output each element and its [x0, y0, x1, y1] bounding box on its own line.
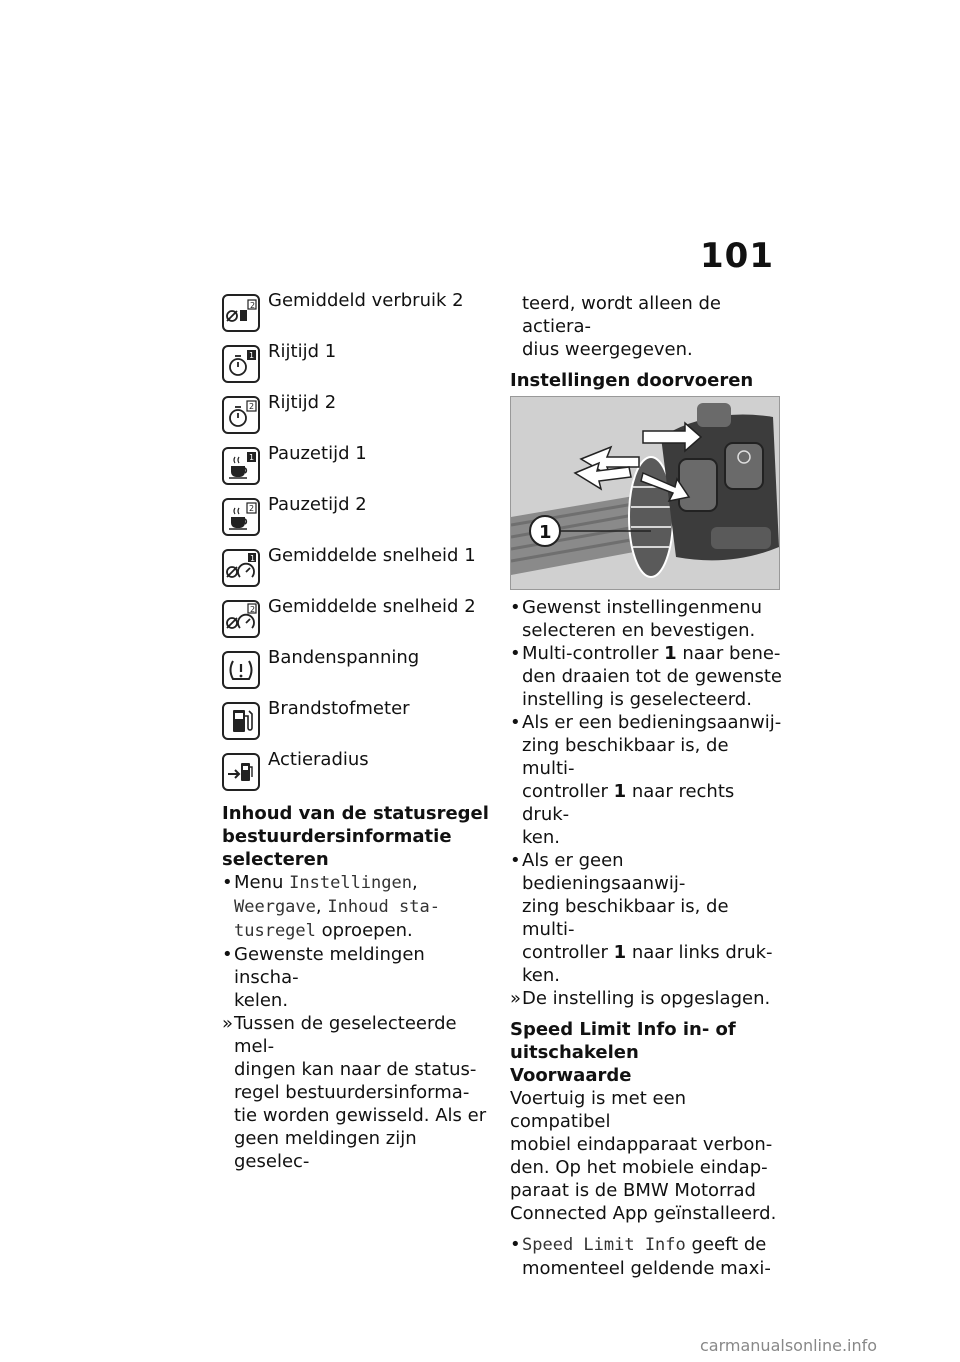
icon-row-tire-pressure: [222, 647, 492, 698]
text-line: mobiel eindapparaat verbon-: [510, 1134, 773, 1155]
svg-text:2: 2: [250, 301, 256, 310]
left-column: [222, 802, 492, 1173]
svg-text:1: 1: [249, 453, 255, 462]
menu-item-speed-limit-info: Speed Limit Info: [522, 1235, 686, 1255]
step-text: naar bene-: [676, 643, 781, 664]
page-number: 101: [700, 236, 774, 276]
step-line: ken.: [522, 965, 560, 986]
controller-ref: 1: [613, 942, 627, 963]
condition-text: [510, 1087, 782, 1225]
icon-label: Actieradius: [268, 749, 369, 770]
heading-line: uitschakelen: [510, 1042, 639, 1063]
icon-row-range: [222, 749, 492, 800]
step-text: naar links druk-: [626, 942, 773, 963]
result-line: geen meldingen zijn geselec-: [234, 1128, 417, 1172]
result-text: [222, 1012, 492, 1173]
section-heading: Instellingen doorvoeren: [510, 370, 754, 391]
step-line: momenteel geldende maxi-: [522, 1258, 771, 1279]
continued-text: [510, 292, 782, 361]
status-icon-list: [222, 290, 492, 800]
tire-pressure-icon: [222, 651, 260, 689]
icon-row-average-speed-1: [222, 545, 492, 596]
section-heading: [222, 802, 492, 871]
average-speed-1-icon: [222, 549, 260, 587]
text-line: teerd, wordt alleen de actiera-: [522, 293, 721, 337]
ride-time-1-icon: [222, 345, 260, 383]
separator: ,: [411, 872, 418, 893]
icon-row-ride-time-1: [222, 341, 492, 392]
callout-number: 1: [539, 522, 552, 543]
step-text: geeft de: [685, 1234, 767, 1255]
icon-label: Rijtijd 2: [268, 392, 337, 413]
icon-row-pause-time-2: [222, 494, 492, 545]
icon-label: Rijtijd 1: [268, 341, 337, 362]
result-line: regel bestuurdersinforma-: [234, 1082, 470, 1103]
icon-label: Pauzetijd 2: [268, 494, 367, 515]
step-line: Als er een bedieningsaanwij-: [522, 712, 782, 733]
icon-row-average-speed-2: [222, 596, 492, 647]
average-speed-2-icon: [222, 600, 260, 638]
range-icon: [222, 753, 260, 791]
controller-ref: 1: [613, 781, 627, 802]
icon-row-average-consumption-2: [222, 290, 492, 341]
svg-text:1: 1: [250, 554, 256, 563]
step-line: zing beschikbaar is, de multi-: [522, 896, 729, 940]
step-line: instelling is geselecteerd.: [522, 689, 752, 710]
menu-item-instellingen: Instellingen: [289, 873, 412, 893]
result-line: dingen kan naar de status-: [234, 1059, 477, 1080]
text-line: Connected App geïnstalleerd.: [510, 1203, 777, 1224]
pause-time-2-icon: [222, 498, 260, 536]
ride-time-2-icon: [222, 396, 260, 434]
condition-heading: Voorwaarde: [510, 1065, 632, 1086]
heading-line: Inhoud van de statusregel: [222, 803, 489, 824]
step-select-messages: [222, 943, 492, 1012]
svg-text:2: 2: [249, 402, 255, 411]
step-push-left: [510, 849, 782, 987]
step-text: controller: [522, 781, 614, 802]
text-line: den. Op het mobiele eindap-: [510, 1157, 768, 1178]
heading-line: bestuurdersinformatie: [222, 826, 452, 847]
result-line: tie worden gewisseld. Als er: [234, 1105, 487, 1126]
heading-line: Speed Limit Info in- of: [510, 1019, 736, 1040]
watermark: carmanualsonline.info: [700, 1336, 878, 1355]
heading-line: selecteren: [222, 849, 329, 870]
text-line: Voertuig is met een compatibel: [510, 1088, 687, 1132]
result-line: Tussen de geselecteerde mel-: [234, 1013, 457, 1057]
step-text: oproepen.: [315, 920, 413, 941]
average-consumption-2-icon: [222, 294, 260, 332]
right-column: [510, 292, 782, 1280]
step-push-right: [510, 711, 782, 849]
icon-label: Gemiddelde snelheid 2: [268, 596, 476, 617]
step-text: Multi-controller: [522, 643, 665, 664]
icon-row-ride-time-2: [222, 392, 492, 443]
menu-item-inhoud-statusregel-cont: tusregel: [234, 921, 316, 941]
step-line: zing beschikbaar is, de multi-: [522, 735, 729, 779]
step-rotate-controller: [510, 642, 782, 711]
step-line: ken.: [522, 827, 560, 848]
menu-item-weergave: Weergave: [234, 897, 316, 917]
menu-item-inhoud-statusregel: Inhoud sta-: [327, 897, 440, 917]
step-line: selecteren en bevestigen.: [522, 620, 756, 641]
icon-label: Pauzetijd 1: [268, 443, 367, 464]
icon-row-fuel-gauge: [222, 698, 492, 749]
step-line: Gewenst instellingenmenu: [522, 597, 763, 618]
step-text: Menu: [234, 872, 290, 893]
fuel-gauge-icon: [222, 702, 260, 740]
step-text: naar rechts druk-: [522, 781, 735, 825]
step-line: kelen.: [234, 990, 289, 1011]
step-text: controller: [522, 942, 614, 963]
menu-path-step: [222, 871, 492, 943]
icon-label: Brandstofmeter: [268, 698, 410, 719]
svg-text:2: 2: [249, 504, 255, 513]
separator: ,: [315, 896, 322, 917]
text-line: paraat is de BMW Motorrad: [510, 1180, 756, 1201]
step-line: Gewenste meldingen inscha-: [234, 944, 425, 988]
handlebar-controller-figure: [510, 396, 780, 590]
icon-row-pause-time-1: [222, 443, 492, 494]
step-line: Als er geen bedieningsaanwij-: [522, 850, 686, 894]
icon-label: Gemiddeld verbruik 2: [268, 290, 464, 311]
result-text: » De instelling is opgeslagen.: [510, 987, 782, 1010]
controller-ref: 1: [664, 643, 677, 664]
step-line: den draaien tot de gewenste: [522, 666, 783, 687]
svg-text:2: 2: [250, 605, 256, 614]
svg-text:1: 1: [249, 351, 255, 360]
icon-label: Gemiddelde snelheid 1: [268, 545, 476, 566]
speed-limit-info-step: [510, 1233, 782, 1280]
icon-label: Bandenspanning: [268, 647, 420, 668]
pause-time-1-icon: [222, 447, 260, 485]
section-heading: [510, 1018, 782, 1087]
text-line: dius weergegeven.: [522, 339, 693, 360]
step-select-settings-menu: [510, 596, 782, 642]
